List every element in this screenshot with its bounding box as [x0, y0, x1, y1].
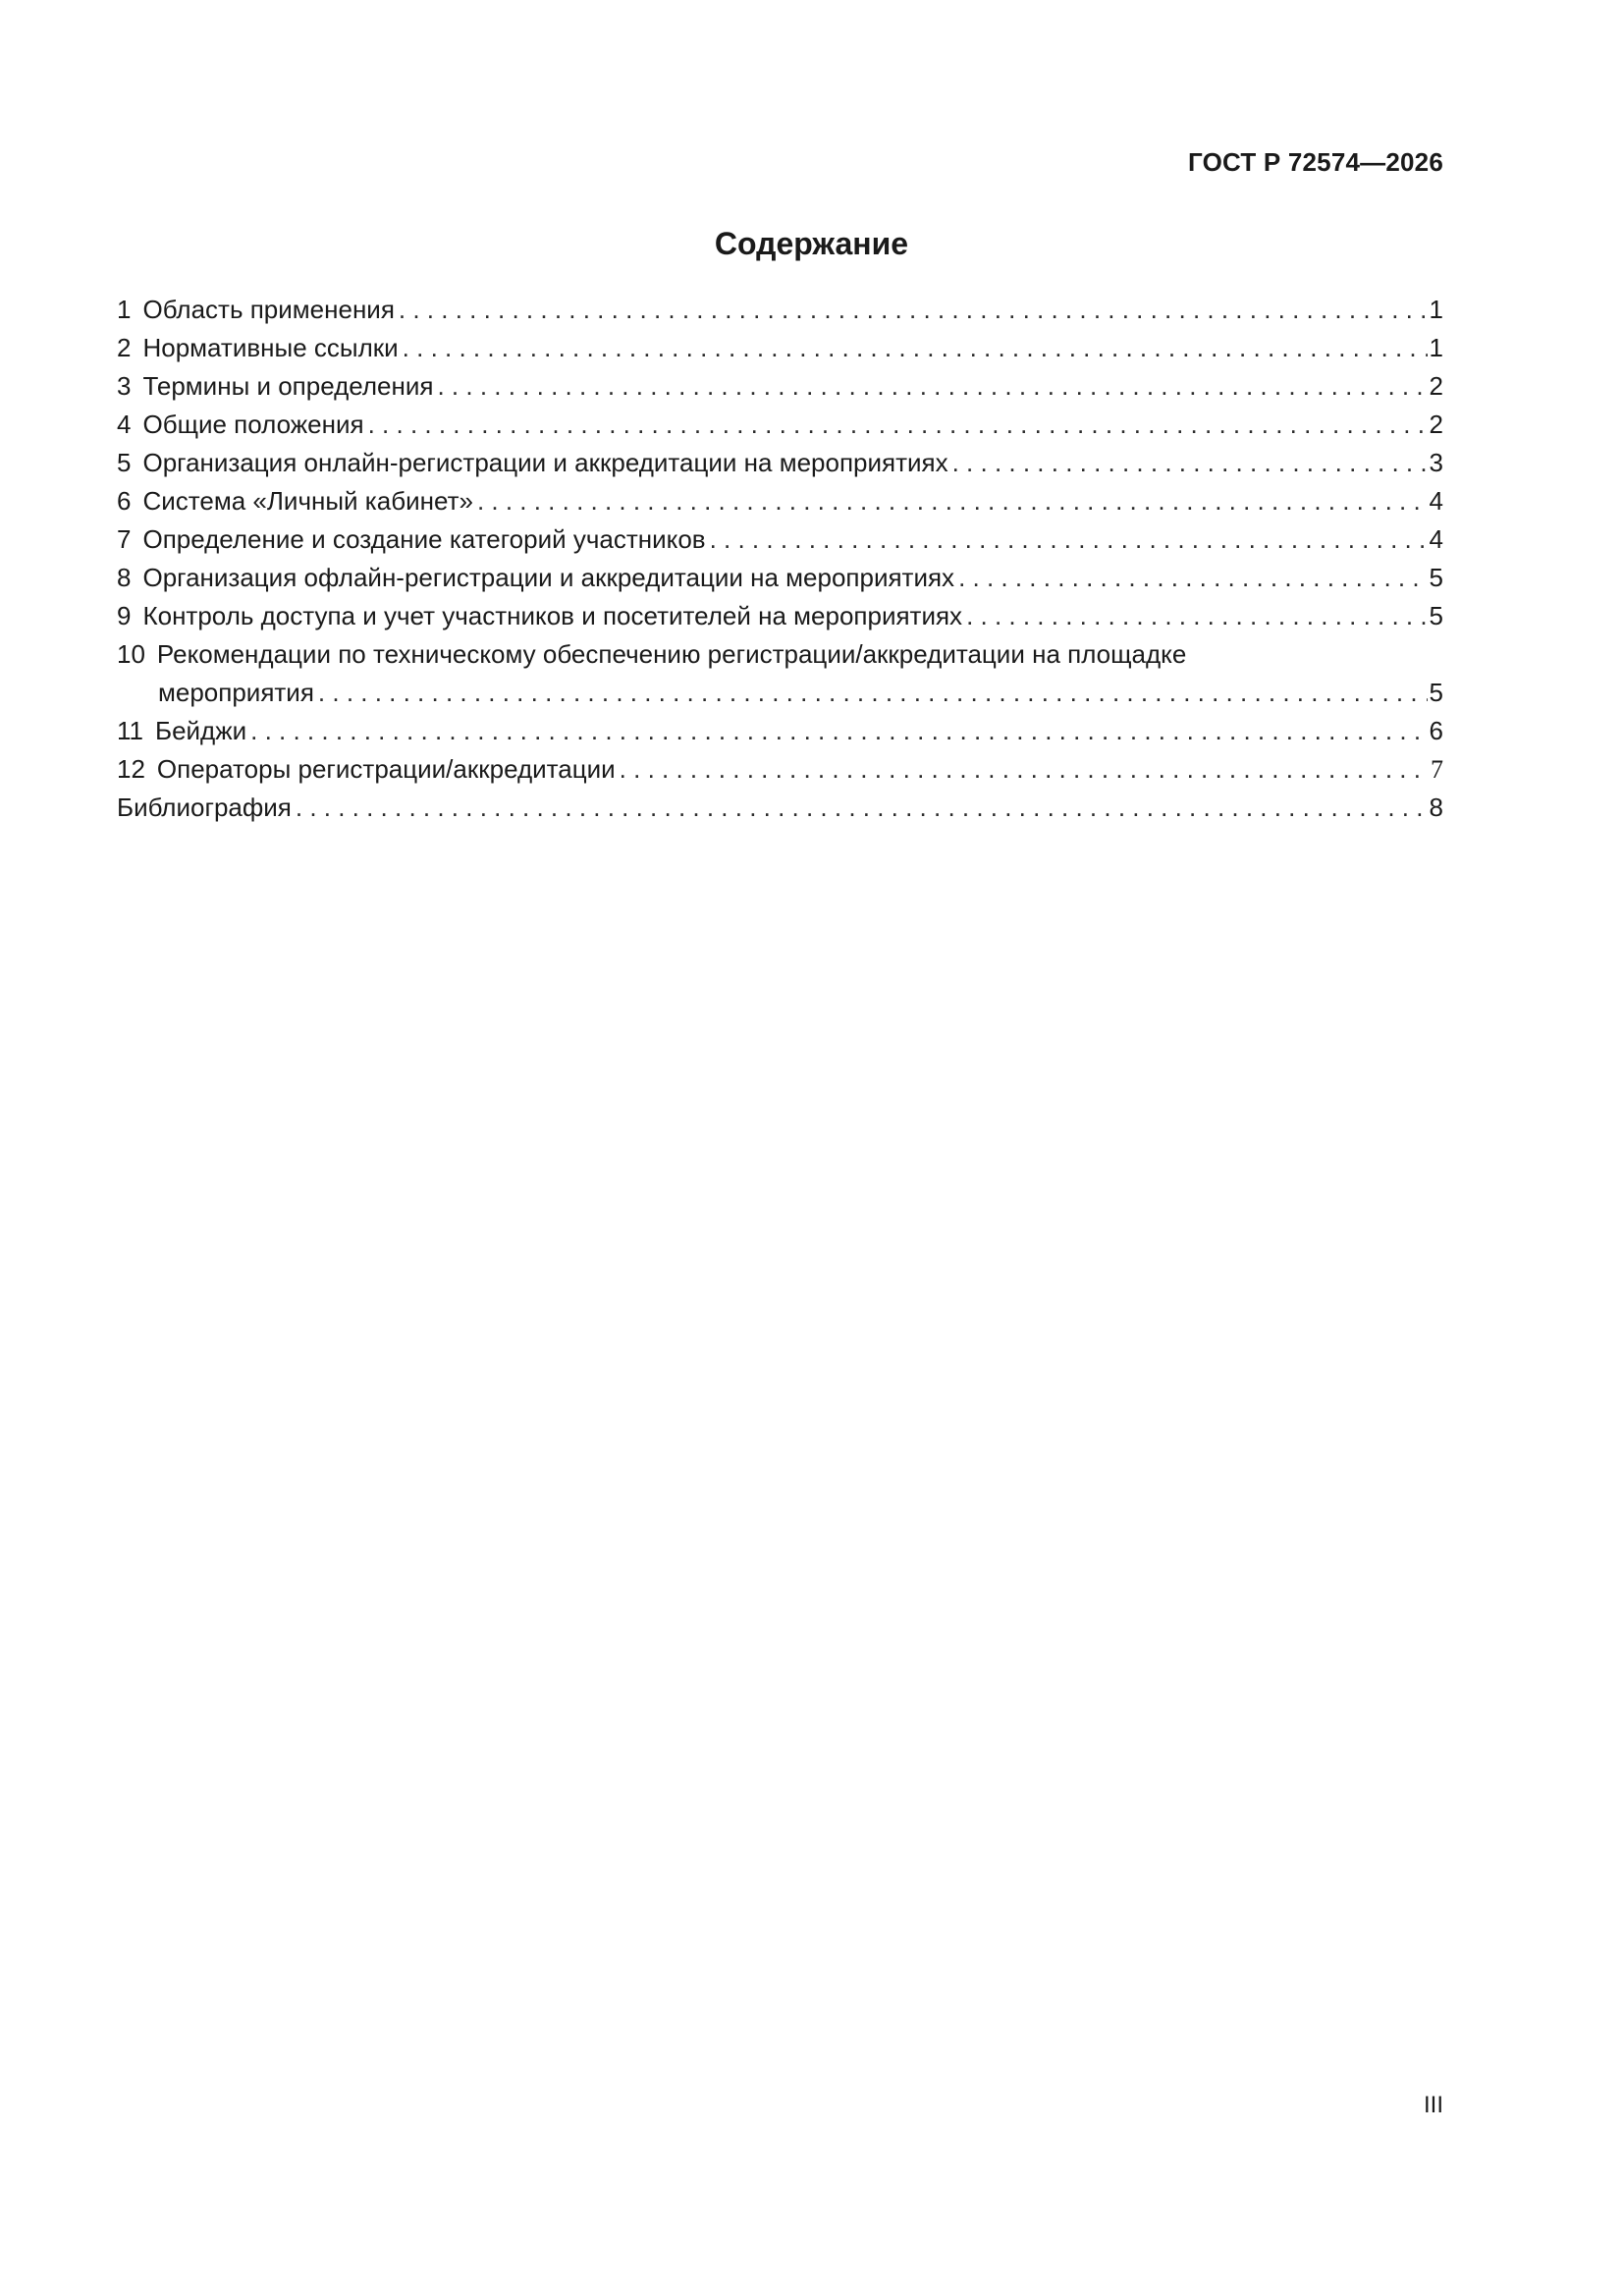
dot-leader [952, 444, 1428, 482]
toc-entry-number: 1 [117, 295, 132, 324]
toc-entry-page: 5 [1429, 678, 1443, 707]
dot-leader [318, 674, 1428, 712]
toc-entry[interactable] [117, 635, 1443, 674]
toc-entry-page: 5 [1429, 563, 1443, 592]
toc-entry-page: 3 [1429, 448, 1443, 477]
toc-entry-number: 5 [117, 448, 132, 477]
toc-entry-number: 6 [117, 486, 132, 516]
toc-entry-label: Библиография [117, 793, 292, 822]
toc-entry-page: 5 [1429, 601, 1443, 630]
toc-entry-page: 1 [1429, 333, 1443, 362]
dot-leader [437, 367, 1427, 406]
toc-entry-label: Нормативные ссылки [142, 333, 399, 362]
toc-entry[interactable] [117, 482, 1443, 520]
dot-leader [710, 520, 1428, 559]
toc-entry-number: 7 [117, 524, 132, 554]
toc-entry-page: 4 [1429, 486, 1443, 516]
toc-entry-page: 2 [1429, 410, 1443, 439]
dot-leader [296, 789, 1428, 827]
dot-leader [966, 597, 1427, 635]
toc-entry[interactable] [117, 712, 1443, 750]
toc-entry-label: Рекомендации по техническому обеспечению регистрации/аккредитации на площадке [156, 639, 1187, 669]
toc-entry-label: Операторы регистрации/аккредитации [156, 754, 616, 784]
toc-entry-number: 10 [117, 639, 145, 669]
toc-entry[interactable] [117, 597, 1443, 635]
toc-entry-number: 8 [117, 563, 132, 592]
toc-entry[interactable] [117, 329, 1443, 367]
toc-entry-page: 7 [1431, 755, 1443, 784]
document-number: ГОСТ Р 72574—2026 [1188, 147, 1443, 177]
toc-entry[interactable] [117, 789, 1443, 827]
toc-entry[interactable] [117, 367, 1443, 406]
toc-entry-label: Контроль доступа и учет участников и посетителей на мероприятиях [142, 601, 963, 630]
toc-title: Содержание [714, 226, 909, 261]
toc-entry[interactable] [117, 750, 1443, 789]
toc-entry-label: Общие положения [142, 410, 364, 439]
toc-entry[interactable] [117, 559, 1443, 597]
toc-entry[interactable] [117, 291, 1443, 329]
dot-leader [368, 406, 1428, 444]
toc-entry-page: 8 [1429, 793, 1443, 822]
table-of-contents [117, 291, 1443, 827]
toc-entry-label: Организация онлайн-регистрации и аккредитации на мероприятиях [142, 448, 948, 477]
toc-entry-page: 1 [1429, 295, 1443, 324]
toc-entry-number: 11 [117, 716, 143, 745]
toc-entry-label: Бейджи [155, 716, 247, 745]
toc-entry-number: 2 [117, 333, 132, 362]
toc-entry-label: мероприятия [158, 678, 314, 707]
toc-entry-page: 4 [1429, 524, 1443, 554]
dot-leader [250, 712, 1427, 750]
toc-entry-continuation[interactable] [117, 674, 1443, 712]
toc-entry-label: Термины и определения [142, 371, 434, 401]
toc-entry-page: 6 [1429, 716, 1443, 745]
toc-entry-number: 9 [117, 601, 132, 630]
dot-leader [399, 291, 1428, 329]
toc-entry-label: Система «Личный кабинет» [142, 486, 473, 516]
toc-entry-label: Организация офлайн-регистрации и аккредитации на мероприятиях [142, 563, 955, 592]
toc-entry[interactable] [117, 406, 1443, 444]
toc-entry[interactable] [117, 444, 1443, 482]
toc-entry-number: 12 [117, 754, 145, 784]
toc-entry-number: 4 [117, 410, 132, 439]
toc-entry[interactable] [117, 520, 1443, 559]
toc-entry-page: 2 [1429, 371, 1443, 401]
page-folio: III [1423, 2092, 1443, 2118]
dot-leader [403, 329, 1428, 367]
toc-entry-label: Область применения [142, 295, 395, 324]
dot-leader [477, 482, 1428, 520]
dot-leader [958, 559, 1427, 597]
dot-leader [620, 750, 1428, 789]
toc-entry-number: 3 [117, 371, 132, 401]
toc-entry-label: Определение и создание категорий участников [142, 524, 706, 554]
